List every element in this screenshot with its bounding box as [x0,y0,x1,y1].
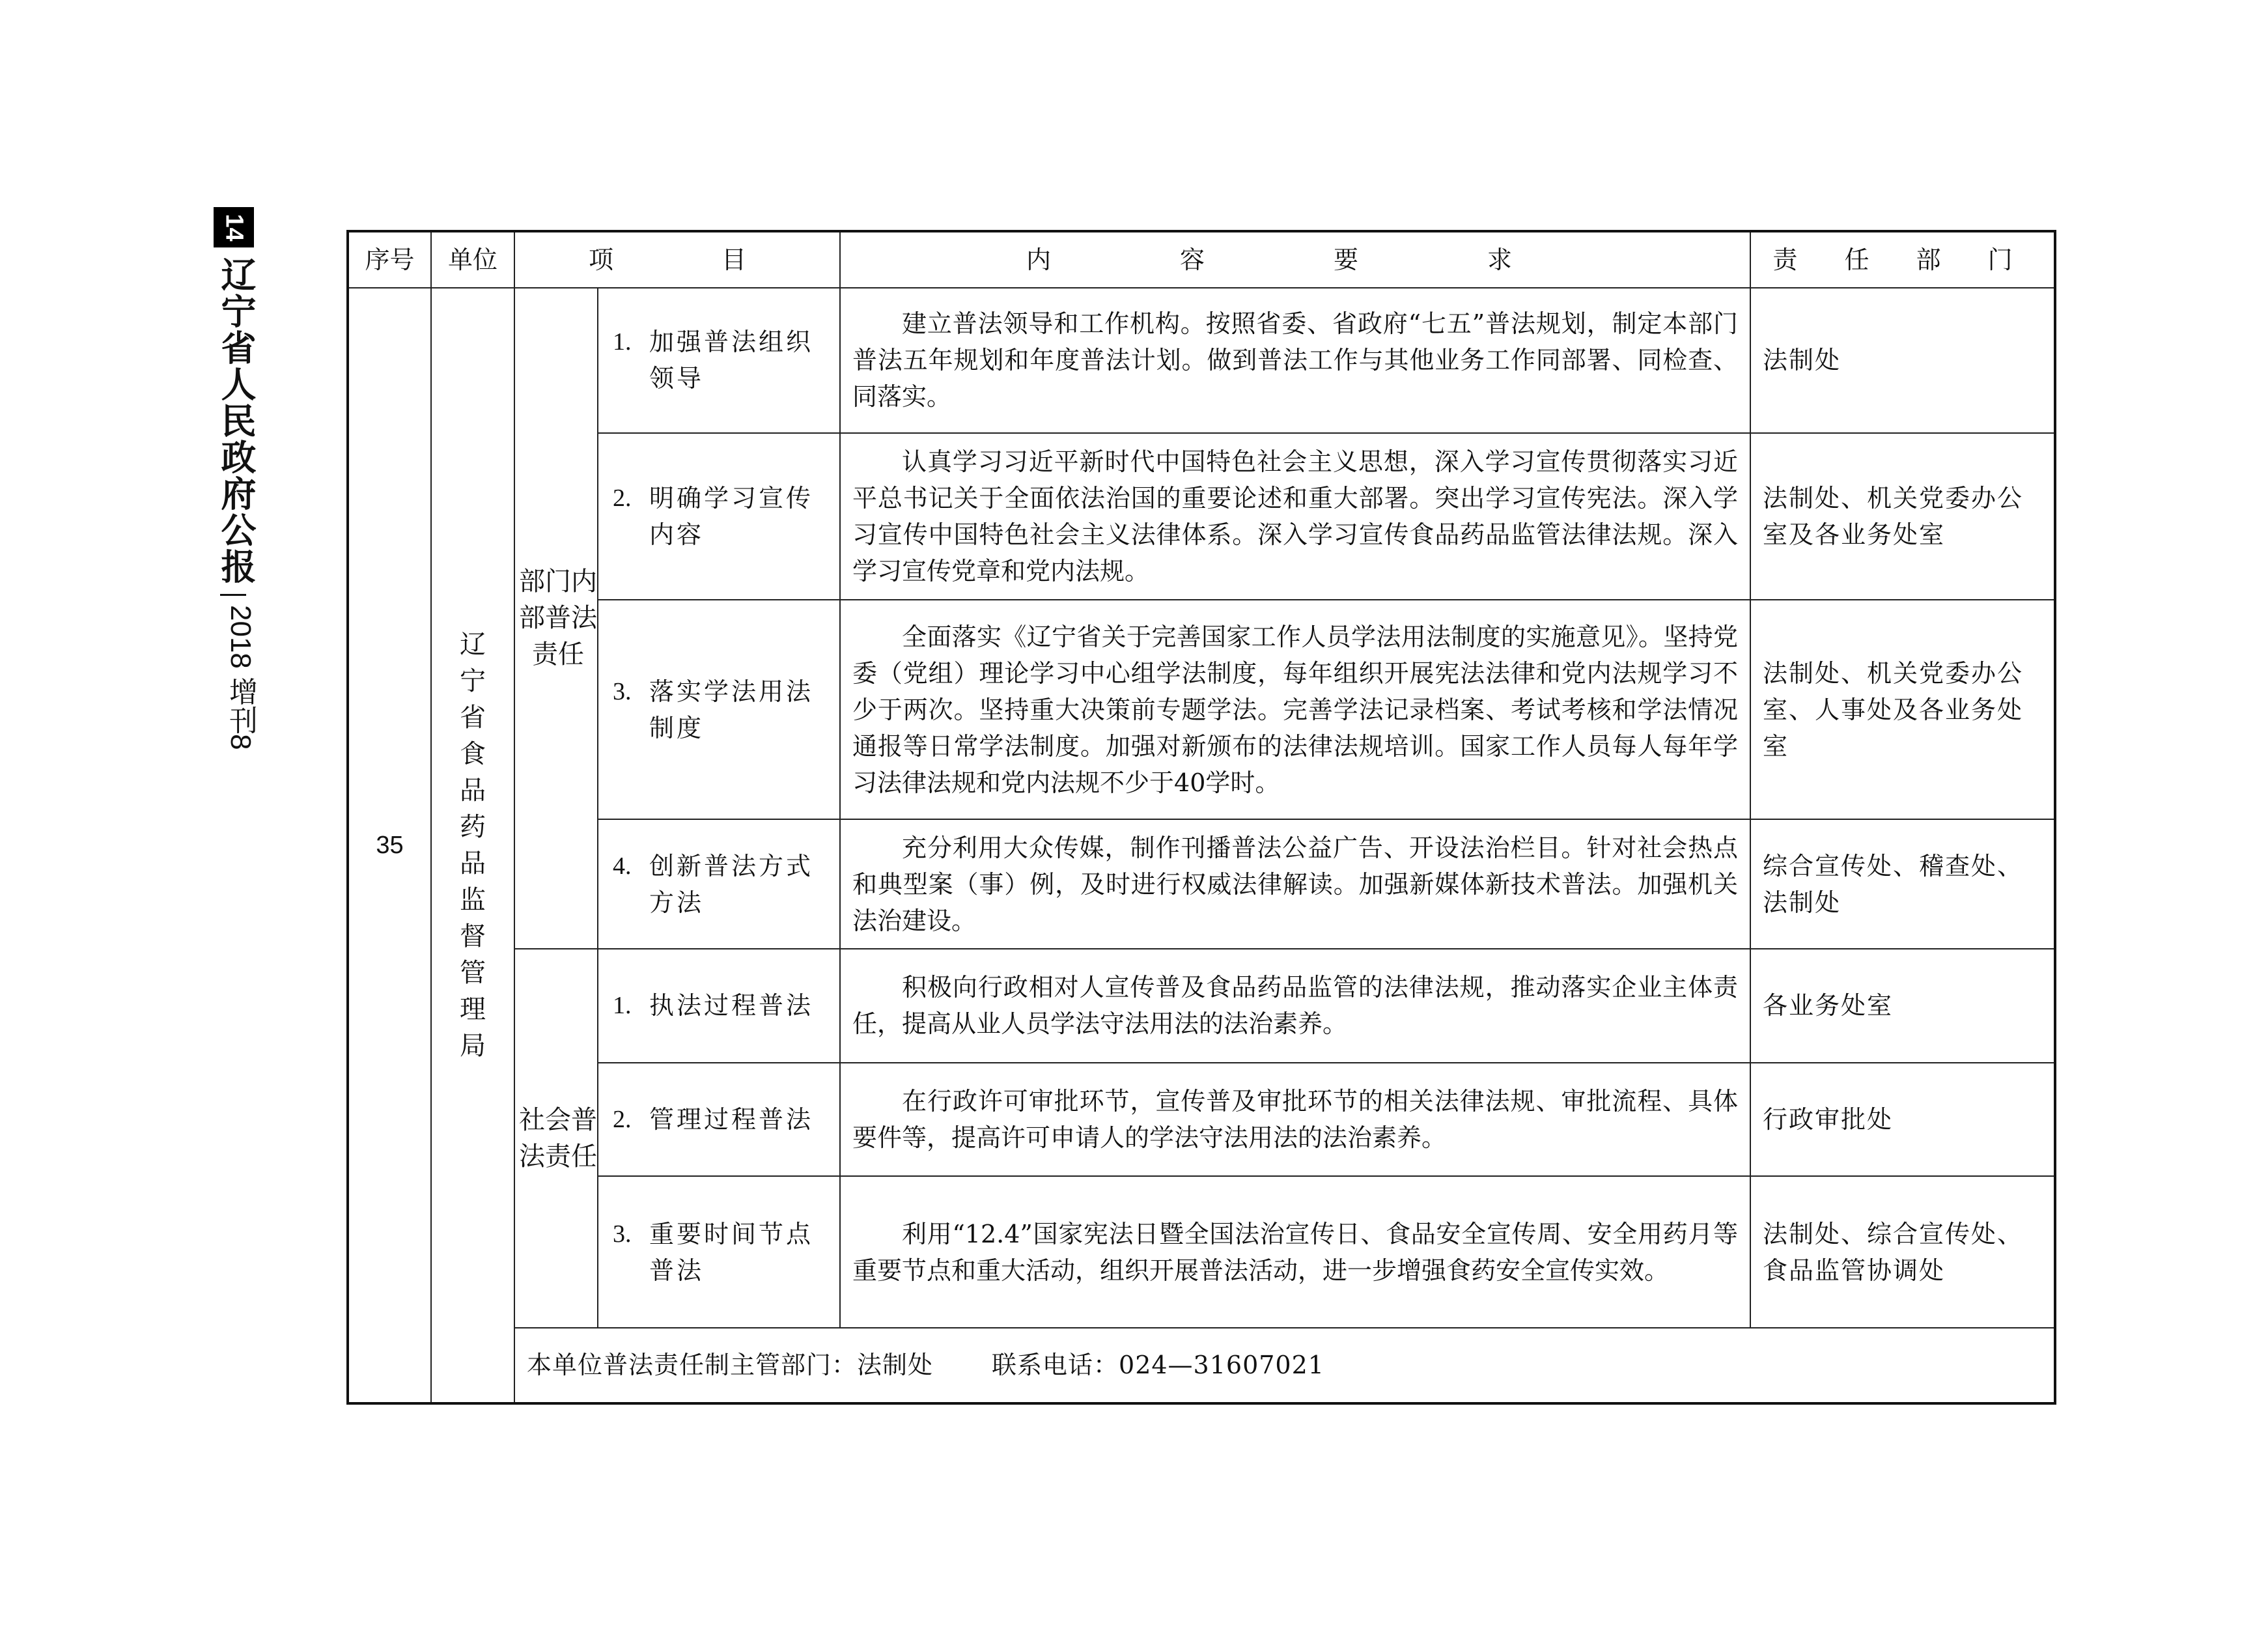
col-header-seq: 序号 [348,231,431,288]
table-row [348,288,2055,432]
content-cell: 充分利用大众传媒，制作刊播普法公益广告、开设法治栏目。针对社会热点和典型案（事）例，及时进行权威法律解读。加强新媒体新技术普法。加强机关法治建设。 [840,819,1750,948]
unit-cell [431,288,514,1403]
group-cell-social [514,949,598,1328]
item-number: 3. [613,1220,632,1248]
item-number: 4. [613,852,632,880]
footer-dept: 本单位普法责任制主管部门：法制处 [527,1351,934,1380]
item-cell [598,1176,840,1327]
item-cell [598,600,840,820]
table-row [348,819,2055,948]
item-title: 管理过程普法 [649,1105,814,1134]
content-cell: 积极向行政相对人宣传普及食品药品监管的法律法规，推动落实企业主体责任，提高从业人员学法守法用法的法治素养。 [840,949,1750,1063]
item-title: 重要时间节点普法 [649,1219,814,1285]
table-row [348,1063,2055,1176]
item-cell [598,949,840,1063]
content-cell: 认真学习习近平新时代中国特色社会主义思想，深入学习宣传贯彻落实习近平总书记关于全面依法治国的重要论述和重大部署。突出学习宣传宪法。深入学习宣传中国特色社会主义法律体系。深入学习宣传食品药品监管法律法规。深入学习宣传党章和党内法规。 [840,433,1750,600]
item-number: 1. [613,992,632,1020]
group-name: 社会普法责任 [519,1104,597,1172]
item-cell [598,1063,840,1176]
journal-side-header [214,207,259,750]
dept-cell: 各业务处室 [1750,949,2055,1063]
footer-cell [514,1328,2055,1403]
seq-cell: 35 [348,288,431,1403]
content-cell: 在行政许可审批环节，宣传普及审批环节的相关法律法规、审批流程、具体要件等，提高许可申请人的学法守法用法的法治素养。 [840,1063,1750,1176]
item-title: 执法过程普法 [649,991,814,1020]
content-cell: 建立普法领导和工作机构。按照省委、省政府“七五”普法规划，制定本部门普法五年规划和年度普法计划。做到普法工作与其他业务工作同部署、同检查、同落实。 [840,288,1750,432]
page-number-badge [214,207,254,247]
table-header-row [348,231,2055,288]
item-cell [598,819,840,948]
item-cell [598,288,840,432]
group-name: 部门内部普法责任 [519,567,597,670]
journal-title: 辽宁省人民政府公报 [216,257,257,585]
dept-cell: 行政审批处 [1750,1063,2055,1176]
page-number: 14 [220,213,248,242]
item-number: 2. [613,1106,632,1134]
content-cell: 全面落实《辽宁省关于完善国家工作人员学法用法制度的实施意见》。坚持党委（党组）理论学习中心组学法制度，每年组织开展宪法法律和党内法规学习不少于两次。坚持重大决策前专题学法。完善学法记录档案、考试考核和学法情况通报等日常学法制度。加强对新颁布的法律法规培训。国家工作人员每人每年学习法律法规和党内法规不少于40学时。 [840,600,1750,820]
dept-cell: 法制处、综合宣传处、食品监管协调处 [1750,1176,2055,1327]
dept-cell: 法制处、机关党委办公室、人事处及各业务处室 [1750,600,2055,820]
table-row [348,1176,2055,1327]
col-header-dept: 责 任 部 门 [1750,231,2055,288]
item-number: 2. [613,484,632,512]
col-header-item: 项 目 [514,231,840,288]
dept-cell: 法制处 [1750,288,2055,432]
content-cell: 利用“12.4”国家宪法日暨全国法治宣传日、食品安全宣传周、安全用药月等重要节点和重大活动，组织开展普法活动，进一步增强食药安全宣传实效。 [840,1176,1750,1327]
table-row [348,949,2055,1063]
table-footer-row [348,1328,2055,1403]
table-row [348,433,2055,600]
item-number: 1. [613,328,632,356]
responsibility-table [346,230,2056,1405]
footer-phone: 联系电话：024—31607021 [992,1351,1324,1380]
item-title: 创新普法方式方法 [649,851,814,917]
item-cell [598,433,840,600]
header-divider [220,594,246,596]
col-header-unit: 单位 [431,231,514,288]
item-title: 明确学习宣传内容 [649,483,814,549]
item-title: 落实学法用法制度 [649,677,814,742]
col-header-content: 内 容 要 求 [840,231,1750,288]
table-row [348,600,2055,820]
item-title: 加强普法组织领导 [649,328,814,393]
issue-label: 2018 增刊8 [225,605,257,750]
dept-cell: 法制处、机关党委办公室及各业务处室 [1750,433,2055,600]
group-cell-internal [514,288,598,949]
unit-name: 辽宁省食品药品监督管理局 [460,630,486,1061]
dept-cell: 综合宣传处、稽查处、法制处 [1750,819,2055,948]
item-number: 3. [613,677,632,705]
